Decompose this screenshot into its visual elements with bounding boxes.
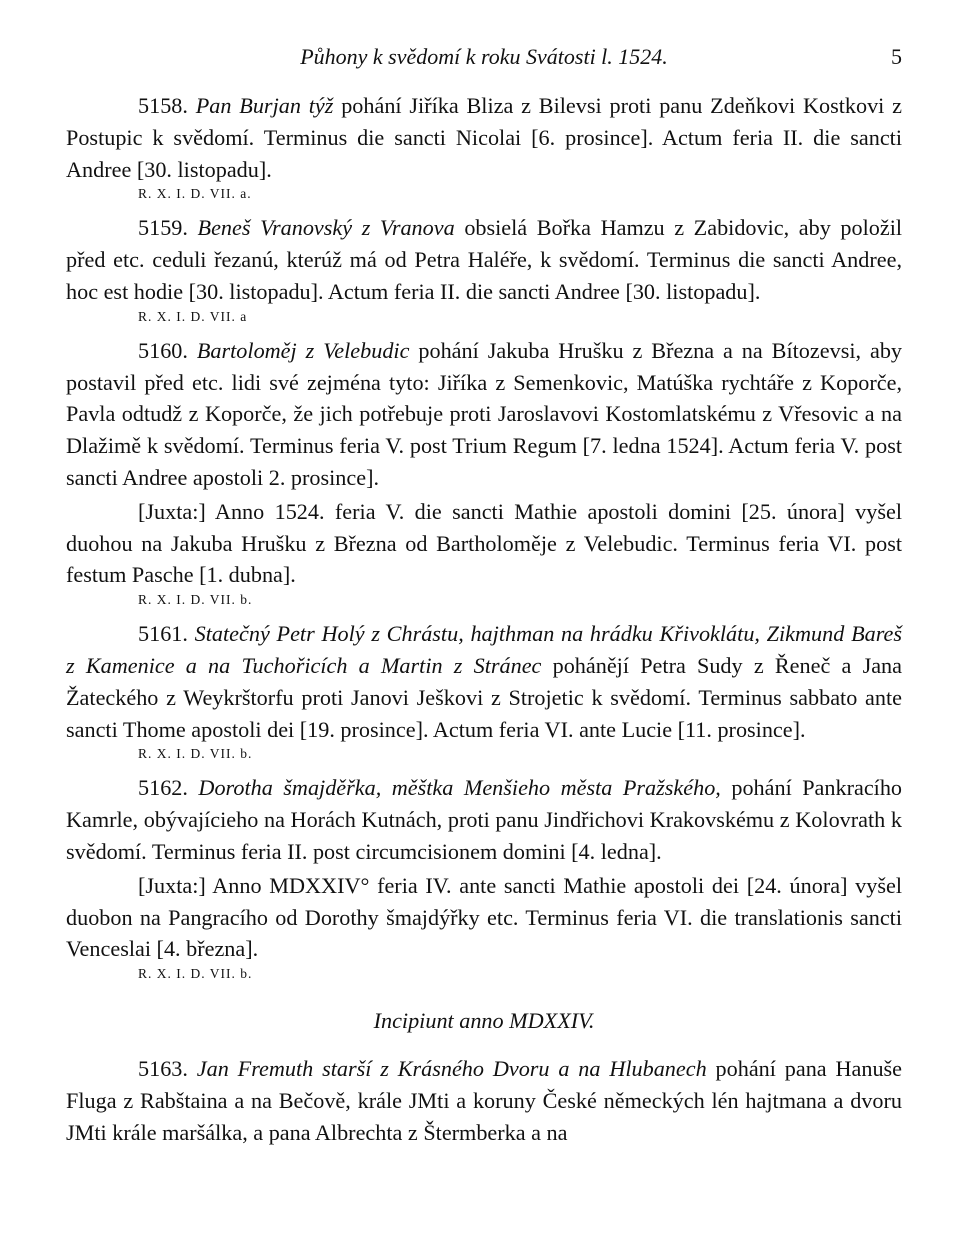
entry-number: 5161. <box>138 621 188 647</box>
entry-persons: Beneš Vranovský z Vranova <box>197 215 455 241</box>
entry-5160 <box>66 335 902 494</box>
entry-juxta-note: [Juxta:] Anno MDXXIV° feria IV. ante sancti Mathie apostoli dei [24. února] vyšel duobon na Pangracího od Dorothy šmajdýřky etc. Terminus feria VI. die translationis sancti Venceslai [4. března]. <box>66 872 902 962</box>
entry-text: obsielá Bořka Hamzu z Zabidovic, aby položil před etc. ceduli řezanú, kterúž má od Petra Haléře, k svědomí. Terminus die sancti Andree, hoc est hodie [30. listopadu]. Actum feria II. die sancti Andree [30. listopadu]. <box>66 215 903 304</box>
page-header <box>66 44 902 74</box>
archive-signature: R. X. I. D. VII. a. <box>138 186 252 202</box>
entry-number: 5162. <box>138 775 188 801</box>
entry-number: 5159. <box>138 215 188 241</box>
archive-signature: R. X. I. D. VII. b. <box>138 966 253 982</box>
page-number: 5 <box>891 44 902 69</box>
entry-text: pohání pana Hanuše Fluga z Rabštaina a na Bečově, krále JMti a koruny České německých lén hajtmana a dvoru JMti krále maršálka, a pana Albrechta z Štermberka a na <box>66 1055 903 1145</box>
archive-signature: R. X. I. D. VII. a <box>138 308 248 324</box>
entry-text: pohánějí Petra Sudy z Řeneč a Jana Žateckého z Weykrštorfu proti Janovi Ješkovi z Strojetic k svědomí. Terminus sabbato ante sancti Thome apostoli dei [19. prosince]. Actum feria VI. ante Lucie [11. prosince]. <box>66 652 902 742</box>
entry-5158 <box>66 90 902 185</box>
entry-text: pohání Pankracího Kamrle, obývajícieho na Horách Kutnách, proti panu Jindřichovi Krakovskému z Kolovrath k svědomí. Terminus feria II. post circumcisionem domini [4. ledna]. <box>66 775 903 864</box>
entry-persons: Dorotha šmajděřka, měštka Menšieho města Pražského, <box>198 775 721 801</box>
archive-signature: R. X. I. D. VII. b. <box>138 592 253 608</box>
section-heading: Incipiunt anno MDXXIV. <box>373 1008 595 1034</box>
page-body <box>66 90 902 1148</box>
entry-number: 5158. <box>138 93 188 118</box>
entry-persons: Statečný Petr Holý z Chrástu, hajthman na hrádku Křivoklátu, Zikmund Bareš z Kamenice a na Tuchořicích a Martin z Stránec <box>66 621 903 678</box>
archive-signature: R. X. I. D. VII. b. <box>138 746 253 762</box>
entry-text: pohání Jiříka Bliza z Bilevsi proti panu Zdeňkovi Kostkovi z Postupic k svědomí. Terminus die sancti Nicolai [6. prosince]. Actum feria II. die sancti Andree [30. listopadu]. <box>66 93 903 182</box>
entry-persons: Jan Fremuth starší z Krásného Dvoru a na Hlubanech <box>196 1055 707 1081</box>
entry-number: 5163. <box>138 1055 188 1081</box>
entry-number: 5160. <box>138 337 188 363</box>
entry-5163 <box>66 1053 902 1148</box>
entry-persons: Pan Burjan týž <box>195 93 334 118</box>
entry-text: pohání Jakuba Hrušku z Března a na Bítozevsi, aby postavil před etc. lidi své zejména tyto: Jiříka z Semenkovic, Matúška rychtáře z Koporče, Pavla odtudž z Koporče, že jich potřebuje proti Jaroslavovi Kostomlatskému z Vřesovic a na Dlažimě k svědomí. Terminus feria V. post Trium Regum [7. ledna 1524]. Actum feria V. post sancti Andree apostoli 2. prosince]. <box>66 337 903 490</box>
entry-5161 <box>66 618 902 745</box>
entry-5162 <box>66 772 902 867</box>
entry-5159 <box>66 212 902 307</box>
running-title: Půhony k svědomí k roku Svátosti l. 1524. <box>300 44 668 69</box>
entry-persons: Bartoloměj z Velebudic <box>196 337 410 363</box>
entry-juxta-note: [Juxta:] Anno 1524. feria V. die sancti Mathie apostoli domini [25. února] vyšel duohou na Jakuba Hrušku z Března od Bartholoměje z Velebudic. Terminus feria VI. post festum Pasche [1. dubna]. <box>66 498 902 588</box>
